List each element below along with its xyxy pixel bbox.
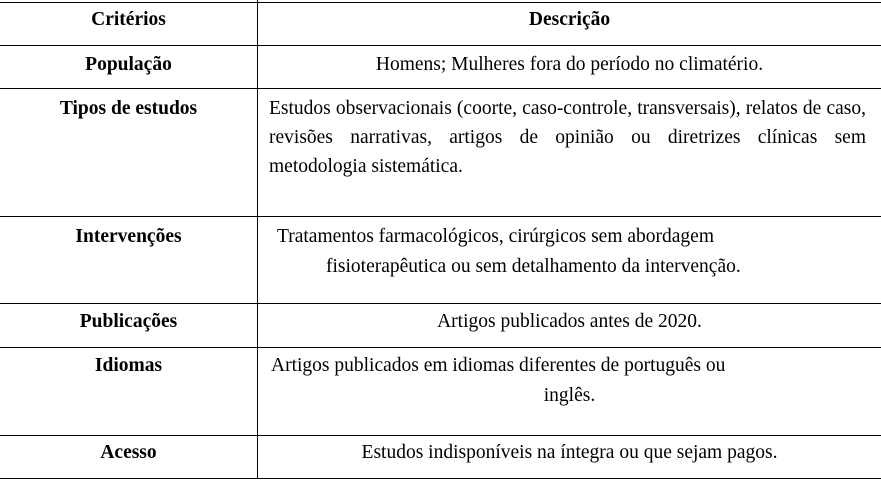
table-row-criterion: Tipos de estudos <box>59 98 198 119</box>
table-row-description-line: fisioterapêutica ou sem detalhamento da intervenção. <box>326 256 741 277</box>
table-top-border <box>0 2 881 3</box>
table-row-criterion: Intervenções <box>75 226 182 247</box>
row-divider <box>0 45 881 46</box>
row-divider <box>0 303 881 304</box>
table-row-criterion: Publicações <box>79 311 178 332</box>
row-divider <box>0 88 881 89</box>
table-row-description: Artigos publicados antes de 2020. <box>437 311 702 332</box>
table-bottom-border <box>0 478 881 479</box>
table-row-description-line: Artigos publicados em idiomas diferentes de português ou <box>271 355 726 376</box>
header-description: Descrição <box>528 9 611 30</box>
row-divider <box>0 216 881 217</box>
table-row-description-line: Tratamentos farmacológicos, cirúrgicos sem abordagem <box>277 226 715 247</box>
table-row-description: Homens; Mulheres fora do período no climatério. <box>375 54 764 75</box>
table-row-description-line: inglês. <box>543 385 596 406</box>
table-row-description: Estudos indisponíveis na íntegra ou que sejam pagos. <box>361 442 778 463</box>
row-divider <box>0 347 881 348</box>
row-divider <box>0 435 881 436</box>
header-criteria: Critérios <box>91 9 166 30</box>
table-row-description: Estudos observacionais (coorte, caso-controle, transversais), relatos de caso, revisões narrativas, artigos de opinião ou diretrizes clínicas sem metodologia sistemática. <box>269 98 866 177</box>
table-row-criterion: Idiomas <box>94 355 163 376</box>
table-row-criterion: Acesso <box>100 442 157 463</box>
table-row-criterion: População <box>85 54 172 75</box>
